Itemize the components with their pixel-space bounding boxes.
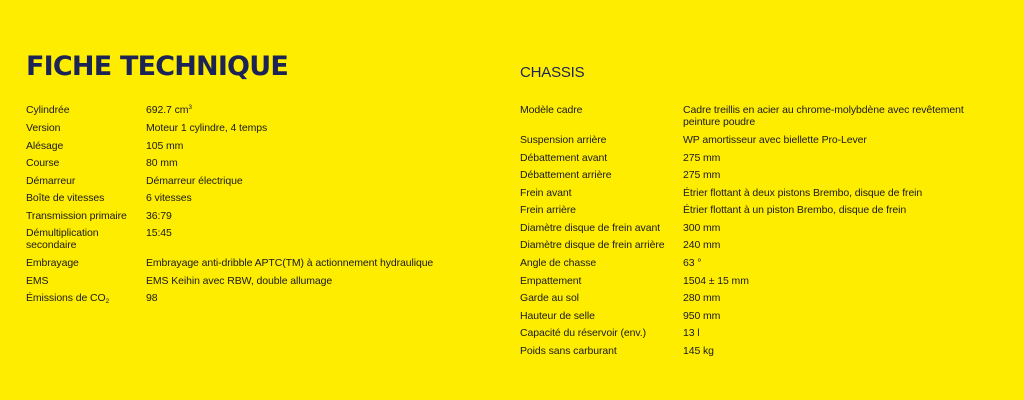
spec-value: 13 l: [683, 327, 700, 340]
spec-label: Diamètre disque de frein arrière: [520, 239, 665, 252]
spec-label: Capacité du réservoir (env.): [520, 327, 646, 340]
spec-label: Poids sans carburant: [520, 344, 617, 357]
subscript: 2: [105, 298, 110, 306]
spec-label: Émissions de $CO_2$: [26, 292, 110, 306]
chassis-section-title: CHASSIS: [520, 64, 585, 81]
spec-value: 275 mm: [683, 169, 721, 182]
spec-row-emissions-co2: [26, 291, 476, 309]
superscript: 3: [188, 104, 192, 112]
spec-label: Angle de chasse: [520, 257, 597, 270]
spec-row-alesage: [26, 138, 476, 156]
spec-value: 950 mm: [683, 309, 721, 322]
spec-row-debattement-avant: [520, 150, 990, 168]
spec-label: Frein arrière: [520, 204, 576, 217]
spec-row-frein-arriere: [520, 203, 990, 221]
spec-value: Embrayage anti-dribble APTC(TM) à actionnement hydraulique: [146, 257, 434, 270]
spec-value: 300 mm: [683, 221, 721, 234]
spec-value: 36:79: [146, 209, 172, 222]
spec-value: EMS Keihin avec RBW, double allumage: [146, 274, 333, 287]
spec-row-transmission-primaire: [26, 208, 476, 226]
spec-row-poids-sans-carburant: [520, 344, 990, 362]
spec-label: Alésage: [26, 139, 64, 152]
spec-label: Débattement avant: [520, 151, 608, 164]
spec-label: EMS: [26, 274, 49, 287]
spec-label: Transmission primaire: [26, 209, 127, 222]
spec-row-cylindree: [26, 103, 476, 121]
spec-row-course: [26, 156, 476, 174]
spec-value: 6 vitesses: [146, 192, 192, 205]
spec-value: 280 mm: [683, 292, 721, 305]
spec-value: 63 °: [683, 257, 702, 270]
spec-value: Démarreur électrique: [146, 174, 243, 187]
spec-label: Diamètre disque de frein avant: [520, 221, 660, 234]
spec-row-diametre-disque-arriere: [520, 238, 990, 256]
spec-value: 1504 ± 15 mm: [683, 274, 749, 287]
spec-label: Cylindrée: [26, 104, 70, 117]
spec-row-modele-cadre: [520, 103, 990, 133]
spec-label: Version: [26, 121, 61, 134]
spec-row-demultiplication-secondaire: [26, 226, 476, 256]
spec-value: 275 mm: [683, 151, 721, 164]
spec-row-suspension-arriere: [520, 133, 990, 151]
spec-value: Étrier flottant à deux pistons Brembo, disque de frein: [683, 186, 923, 199]
spec-value: 98: [146, 292, 158, 305]
spec-label: Démultiplication secondaire: [26, 227, 99, 252]
spec-value: 240 mm: [683, 239, 721, 252]
engine-spec-table: [26, 103, 476, 308]
spec-row-ems: [26, 273, 476, 291]
spec-row-demarreur: [26, 173, 476, 191]
spec-label: Démarreur: [26, 174, 76, 187]
spec-value: 692.7 $cm^3$: [146, 104, 192, 117]
spec-value: 15:45: [146, 227, 172, 240]
spec-row-debattement-arriere: [520, 168, 990, 186]
spec-label: Hauteur de selle: [520, 309, 595, 322]
spec-row-hauteur-de-selle: [520, 308, 990, 326]
spec-label: Boîte de vitesses: [26, 192, 105, 205]
spec-row-capacite-reservoir: [520, 326, 990, 344]
spec-label: Course: [26, 157, 60, 170]
spec-label: Modèle cadre: [520, 104, 583, 117]
spec-value: 145 kg: [683, 344, 714, 357]
spec-label: Empattement: [520, 274, 582, 287]
spec-value: WP amortisseur avec biellette Pro-Lever: [683, 133, 867, 146]
spec-value: Étrier flottant à un piston Brembo, disque de frein: [683, 204, 907, 217]
page-title: FICHE TECHNIQUE: [26, 51, 288, 82]
spec-label: Suspension arrière: [520, 133, 607, 146]
spec-value: 80 mm: [146, 157, 178, 170]
spec-row-version: [26, 121, 476, 139]
spec-row-angle-de-chasse: [520, 256, 990, 274]
spec-label: Débattement arrière: [520, 169, 612, 182]
spec-row-garde-au-sol: [520, 291, 990, 309]
spec-row-frein-avant: [520, 185, 990, 203]
spec-value: 105 mm: [146, 139, 184, 152]
chassis-spec-table: [520, 103, 990, 361]
spec-value: Moteur 1 cylindre, 4 temps: [146, 121, 268, 134]
spec-row-diametre-disque-avant: [520, 220, 990, 238]
spec-row-boite-de-vitesses: [26, 191, 476, 209]
spec-label: Embrayage: [26, 257, 79, 270]
spec-row-empattement: [520, 273, 990, 291]
spec-value: Cadre treillis en acier au chrome-molybdène avec revêtement peinture poudre: [683, 104, 964, 129]
spec-label: Garde au sol: [520, 292, 579, 305]
spec-row-embrayage: [26, 256, 476, 274]
spec-label: Frein avant: [520, 186, 572, 199]
